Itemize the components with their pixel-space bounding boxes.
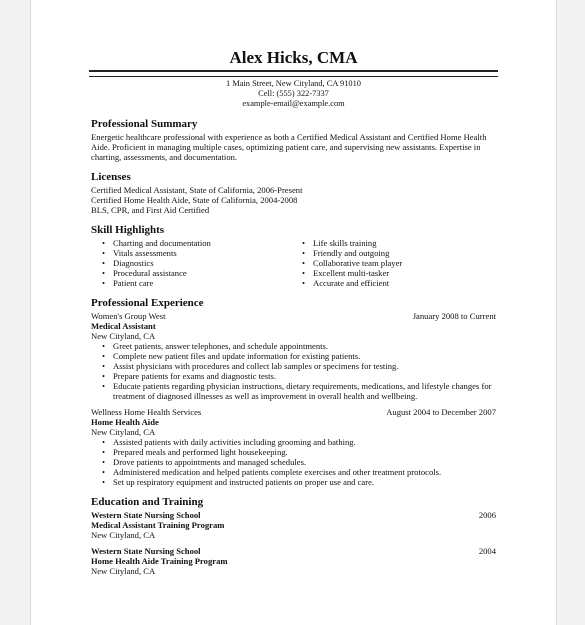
resume-content [91,48,496,576]
job-duty: • Complete new patient files and update information for existing patients. [91,351,496,361]
job-header [91,311,496,321]
contact-email: example-email@example.com [242,99,345,108]
section-heading-summary: Professional Summary [91,118,198,130]
job-dates: January 2008 to Current [412,311,496,321]
job-header [91,407,496,417]
skill-item: • Accurate and efficient [291,278,491,288]
skill-item: • Diagnostics [91,258,291,268]
education-program: Medical Assistant Training Program [91,520,225,530]
education-location: New Cityland, CA [91,530,156,540]
job-duty: • Prepare patients for exams and diagnostic tests. [91,371,496,381]
contact-cell: Cell: (555) 322-7337 [258,89,329,98]
job-duty: • Assist physicians with procedures and collect lab samples or specimens for testing. [91,361,496,371]
education-header [91,510,496,520]
job-duty: • Administered medication and helped patients complete exercises and other treatment protocols. [91,467,496,477]
job-duty: • Drove patients to appointments and managed schedules. [91,457,496,467]
license-item: Certified Home Health Aide, State of California, 2004-2008 [91,195,298,205]
skill-item: • Vitals assessments [91,248,291,258]
job-company: Wellness Home Health Services [91,407,202,417]
job-title: Medical Assistant [91,321,156,331]
skills-columns [91,238,496,288]
section-heading-licenses: Licenses [91,171,131,183]
skill-item: • Life skills training [291,238,491,248]
education-header [91,546,496,556]
skill-item: • Patient care [91,278,291,288]
education-school: Western State Nursing School [91,546,201,556]
education-year: 2006 [478,510,496,520]
skill-item: • Charting and documentation [91,238,291,248]
education-location: New Cityland, CA [91,566,156,576]
job-location: New Cityland, CA [91,331,156,341]
job-duties [91,341,496,401]
education-school: Western State Nursing School [91,510,201,520]
skills-list-right [291,238,491,288]
job-duty: • Prepared meals and performed light housekeeping. [91,447,496,457]
license-item: Certified Medical Assistant, State of California, 2006-Present [91,185,303,195]
job-location: New Cityland, CA [91,427,156,437]
skill-item: • Collaborative team player [291,258,491,268]
section-heading-skills: Skill Highlights [91,224,165,236]
job-duties [91,437,496,487]
job-duty: • Educate patients regarding physician instructions, dietary requirements, medications, and lifestyle changes for treatment of diagnosed illnesses as well as improvement in overall health and wellbeing. [91,381,496,401]
section-heading-experience: Professional Experience [91,297,204,309]
job-company: Women's Group West [91,311,166,321]
skill-item: • Friendly and outgoing [291,248,491,258]
skills-list-left [91,238,291,288]
job-title: Home Health Aide [91,417,159,427]
candidate-name: Alex Hicks, CMA [229,48,358,67]
summary-text: Energetic healthcare professional with experience as both a Certified Medical Assistant and Certified Home Health Aide. Proficient in managing multiple cases, optimizing patient care, and supervising new assistants. Expertise in charting, assessments, and documentation. [91,132,487,162]
skill-item: • Procedural assistance [91,268,291,278]
job-duty: • Greet patients, answer telephones, and schedule appointments. [91,341,496,351]
resume-page [30,0,557,625]
skill-item: • Excellent multi-tasker [291,268,491,278]
header-rule [89,70,498,77]
job-duty: • Assisted patients with daily activities including grooming and bathing. [91,437,496,447]
education-program: Home Health Aide Training Program [91,556,228,566]
section-heading-education: Education and Training [91,496,204,508]
job-dates: August 2004 to December 2007 [386,407,496,417]
contact-address: 1 Main Street, New Cityland, CA 91010 [226,79,361,88]
job-duty: • Set up respiratory equipment and instructed patients on proper use and care. [91,477,496,487]
education-year: 2004 [478,546,496,556]
license-item: BLS, CPR, and First Aid Certified [91,205,210,215]
